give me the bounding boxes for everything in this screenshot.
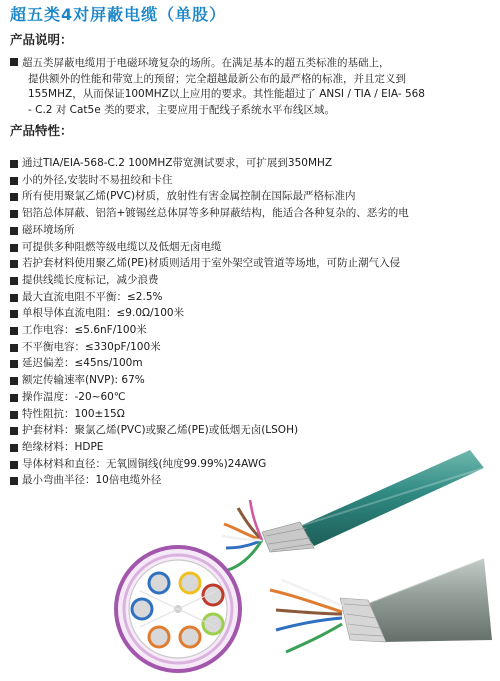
feature-item: 通过TIA/EIA-568-C.2 100MHZ带宽测试要求，可扩展到350MHZ bbox=[10, 155, 490, 172]
feature-item: 工作电容：≤5.6nF/100米 bbox=[10, 322, 490, 339]
feature-item: 最大直流电阻不平衡：≤2.5% bbox=[10, 289, 490, 306]
bullet-square-icon bbox=[10, 58, 18, 66]
grey-cable bbox=[270, 558, 492, 652]
feature-item: 可提供多种阻燃等级电缆以及低烟无卤电缆 bbox=[10, 239, 490, 256]
feature-item: 特性阻抗：100±15Ω bbox=[10, 406, 490, 423]
description-heading: 产品说明： bbox=[10, 32, 73, 47]
feature-item: 若护套材料使用聚乙烯(PE)材质则适用于室外架空或管道等场地，可防止潮气入侵 bbox=[10, 255, 490, 272]
description-line: - C.2 对 Cat5e 类的要求，主要应用于配线子系统水平布线区域。 bbox=[28, 103, 336, 116]
feature-item: 护套材料：聚氯乙烯(PVC)或聚乙烯(PE)或低烟无卤(LSOH) bbox=[10, 422, 490, 439]
feature-item: 导体材料和直径：无氧圆铜线(纯度99.99%)24AWG bbox=[10, 456, 490, 473]
feature-item: 额定传输速率(NVP): 67% bbox=[10, 372, 490, 389]
feature-item: 小的外径,安装时不易扭绞和卡住 bbox=[10, 172, 490, 189]
feature-item: 提供线缆长度标记，减少浪费 bbox=[10, 272, 490, 289]
feature-item: 最小弯曲半径：10倍电缆外径 bbox=[10, 472, 490, 489]
feature-item: 绝缘材料：HDPE bbox=[10, 439, 490, 456]
page-title: 超五类4对屏蔽电缆（单股） bbox=[10, 5, 227, 24]
feature-item: 延迟偏差：≤45ns/100m bbox=[10, 355, 490, 372]
features-list bbox=[10, 155, 490, 489]
features-heading: 产品特性： bbox=[10, 123, 73, 138]
feature-item: 磁环境场所 bbox=[10, 222, 490, 239]
description-line: 155MHZ，从而保证100MHZ以上应用的要求。其性能超过了 ANSI / TIA / EIA- 568 bbox=[28, 88, 425, 100]
description-line: 超五类屏蔽电缆用于电磁环境复杂的场所。在满足基本的超五类标准的基础上， bbox=[10, 56, 488, 72]
feature-item: 单根导体直流电阻：≤9.0Ω/100米 bbox=[10, 305, 490, 322]
feature-item: 所有使用聚氯乙烯(PVC)材质，放射性有害金属控制在国际最严格标准内 bbox=[10, 188, 490, 205]
feature-item: 铝箔总体屏蔽、铝箔+镀锡丝总体屏等多种屏蔽结构，能适合各种复杂的、恶劣的电 bbox=[10, 205, 490, 222]
cable-cross-section bbox=[116, 547, 240, 671]
description-paragraph bbox=[10, 56, 488, 118]
description-line: 提供额外的性能和带宽上的预留；完全超越最新公布的最严格的标准，并且定义到 bbox=[28, 72, 406, 85]
feature-item: 不平衡电容：≤330pF/100米 bbox=[10, 339, 490, 356]
feature-item: 操作温度：-20~60℃ bbox=[10, 389, 490, 406]
